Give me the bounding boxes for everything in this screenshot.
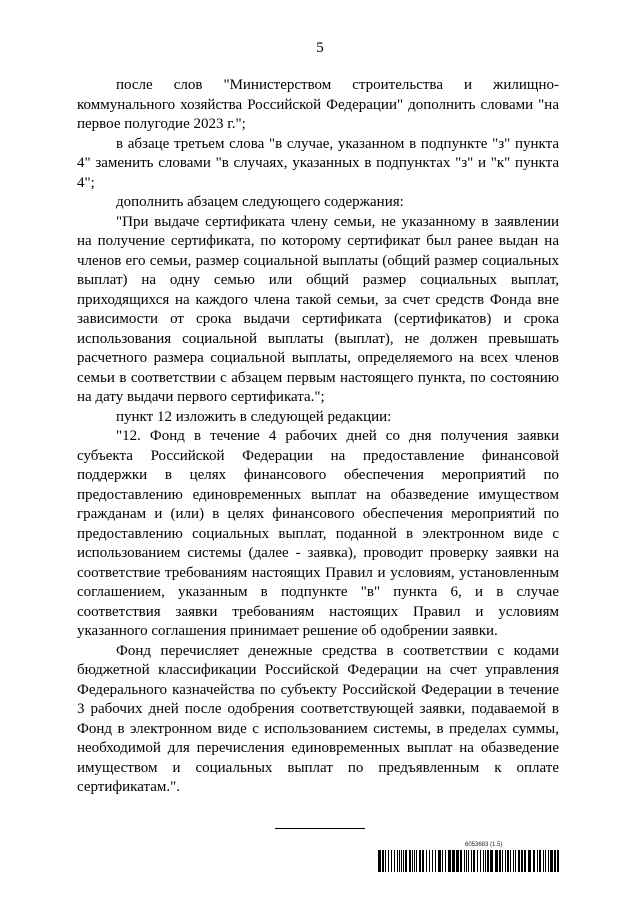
paragraph-1: после слов "Министерством строительства и жилищно-коммунального хозяйства Российской Федерации" дополнить словами "на первое полугодие 2023 г."; [77,77,559,132]
document-body [77,76,559,798]
paragraph-7: Фонд перечисляет денежные средства в соответствии с кодами бюджетной классификации Российской Федерации на счет управления Федерального казначейства по субъекту Российской Федерации в течение 3 рабочих дней после одобрения соответствующей заявки, подаваемой в Фонд в электронном виде с использованием системы, в пределах суммы, необходимой для перечисления единовременных выплат на обазведение имуществом и социальных выплат по предъявленным к оплате сертификатам.". [77,642,559,795]
paragraph-6: "12. Фонд в течение 4 рабочих дней со дня получения заявки субъекта Российской Федерации на предоставление финансовой поддержки в целях финансового обеспечения мероприятий по предоставлению единовременных выплат на обазведение имуществом гражданам и (или) в целях финансового обеспечения мероприятий по предоставлению социальных выплат, поданной в электронном виде с использованием системы (далее - заявка), проводит проверку заявки на соответствие требованиям настоящих Правил и условиям, установленным соглашением, указанным в подпункте "в" пункта 6, и в случае соответствия заявки требованиям настоящих Правил и условиям указанного соглашения принимает решение об одобрении заявки. [77,428,559,639]
paragraph-3: дополнить абзацем следующего содержания: [116,194,404,210]
page-number: 5 [316,40,324,56]
paragraph-4: "При выдаче сертификата члену семьи, не указанному в заявлении на получение сертификата, по которому сертификат был ранее выдан на членов его семьи, размер социальной выплаты (общий размер социальных выплат) на одну семью или общий размер социальных выплат, приходящихся на каждого члена такой семьи, за счет средств Фонда вне зависимости от срока выдачи сертификата (сертификатов) и срока использования социальной выплаты (выплат), не должен превышать расчетного размера социальной выплаты, определяемого на всех членов семьи в соответствии с абзацем первым настоящего пункта, по состоянию на дату выдачи первого сертификата."; [77,213,559,405]
footer-rule [275,828,365,829]
barcode [378,850,560,872]
paragraph-2: в абзаце третьем слова "в случае, указанном в подпункте "з" пункта 4" заменить словами "в случаях, указанных в подпунктах "з" и "к" пункта 4"; [77,135,559,191]
paragraph-5: пункт 12 изложить в следующей редакции: [116,408,392,425]
document-code: 6053683 (1.5) [465,842,503,848]
